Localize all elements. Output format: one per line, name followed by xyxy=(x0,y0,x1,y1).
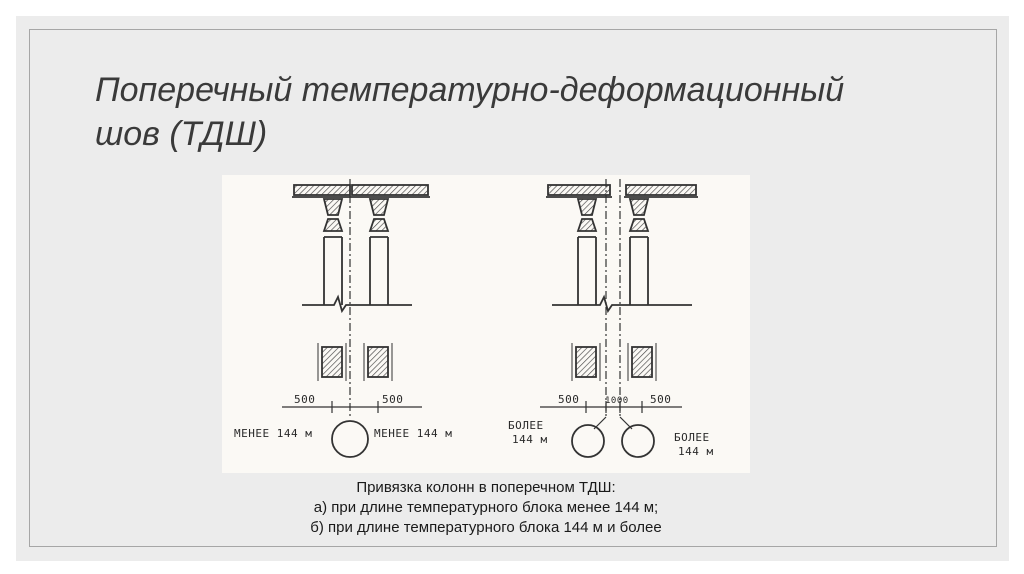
joint-drawing xyxy=(222,175,750,473)
title-line-1: Поперечный температурно-деформационный xyxy=(95,71,845,109)
dim-b-mid: 1000 xyxy=(605,396,629,406)
slide-title xyxy=(95,68,915,156)
label-b-right-1: БОЛЕЕ xyxy=(674,431,710,444)
figure-caption xyxy=(222,478,750,538)
drawing-a xyxy=(282,179,430,457)
dim-b-left: 500 xyxy=(558,393,580,406)
joint-drawing-svg xyxy=(222,175,750,473)
label-a-left: МЕНЕЕ 144 м xyxy=(234,427,313,440)
dim-b-right: 500 xyxy=(650,393,672,406)
label-b-left-1: БОЛЕЕ xyxy=(508,419,544,432)
drawing-b xyxy=(540,179,698,457)
caption-line-1: Привязка колонн в поперечном ТДШ: xyxy=(356,479,616,496)
dim-a-left: 500 xyxy=(294,393,316,406)
label-b-left-2: 144 м xyxy=(512,433,548,446)
caption-line-3: б) при длине температурного блока 144 м и более xyxy=(310,519,662,536)
label-b-right-2: 144 м xyxy=(678,445,714,458)
caption-line-2: а) при длине температурного блока менее 144 м; xyxy=(313,499,659,516)
label-a-right: МЕНЕЕ 144 м xyxy=(374,427,453,440)
dim-a-right: 500 xyxy=(382,393,404,406)
title-line-2: шов (ТДШ) xyxy=(95,115,268,153)
